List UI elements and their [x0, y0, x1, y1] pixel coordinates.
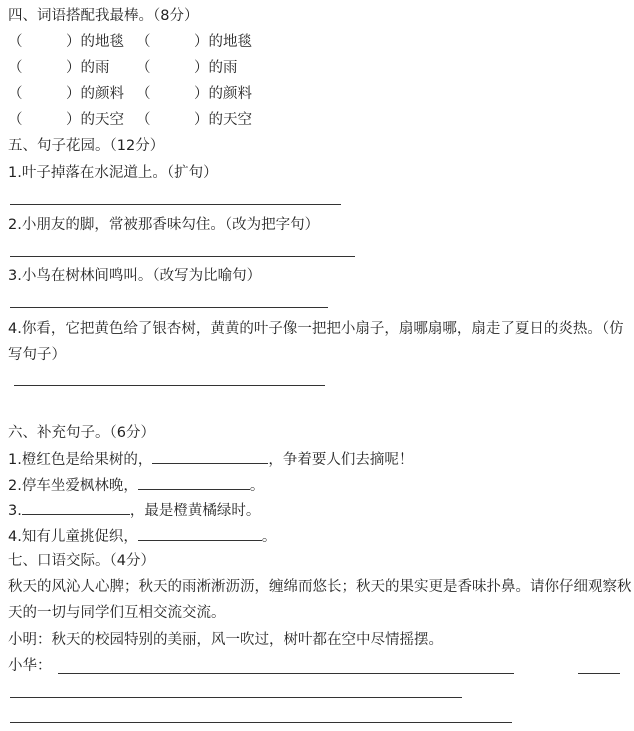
fill-blank	[152, 449, 268, 464]
section4-row-3-b: （ ）的颜料	[136, 86, 252, 102]
section6-q3-post: ，最是橙黄橘绿时。	[129, 503, 261, 519]
section4-row-3-a: （ ）的颜料	[8, 86, 124, 102]
section6-title: 六、补充句子。（6分）	[8, 425, 155, 441]
section4-row-1-a: （ ）的地毯	[8, 34, 124, 50]
section7-xiaoming: 小明：秋天的校园特别的美丽，风一吹过，树叶都在空中尽情摇摆。	[8, 632, 443, 648]
section5-q4-line2: 写句子）	[8, 347, 66, 363]
section4-row-4-a: （ ）的天空	[8, 112, 124, 128]
section5-q4-line1: 4.你看，它把黄色给了银杏树，黄黄的叶子像一把把小扇子，扇哪扇哪，扇走了夏日的炎热。（仿	[8, 321, 624, 337]
section6-q3	[8, 500, 260, 521]
section7-title: 七、口语交际。（4分）	[8, 553, 155, 569]
section6-q1-post: ，争着要人们去摘呢！	[268, 452, 414, 468]
section7-xiaohua: 小华：	[8, 658, 52, 674]
section5-q1: 1.叶子掉落在水泥道上。（扩句）	[8, 165, 218, 181]
answer-line	[10, 307, 328, 308]
section6-q2	[8, 475, 264, 496]
answer-line	[10, 204, 341, 205]
section4-row-1-b: （ ）的地毯	[136, 34, 252, 50]
section6-q4-post: 。	[261, 529, 277, 545]
section5-q3: 3.小鸟在树林间鸣叫。（改写为比喻句）	[8, 268, 262, 284]
section7-para-line2: 天的一切与同学们互相交流交流。	[8, 605, 226, 621]
section5-title: 五、句子花园。（12分）	[8, 138, 165, 154]
answer-line	[10, 256, 355, 257]
answer-line	[58, 673, 514, 674]
section4-row-2-b: （ ）的雨	[136, 60, 238, 76]
section6-q4	[8, 526, 276, 547]
fill-blank	[138, 526, 262, 541]
section4-row-4-b: （ ）的天空	[136, 112, 252, 128]
section6-q1	[8, 449, 413, 470]
answer-line	[10, 722, 512, 723]
answer-line	[14, 385, 325, 386]
section7-para-line1: 秋天的风沁人心脾；秋天的雨淅淅沥沥，缠绵而悠长；秋天的果实更是香味扑鼻。请你仔细观察秋	[8, 579, 632, 595]
section6-q2-post: 。	[249, 478, 265, 494]
section5-q2: 2.小朋友的脚，常被那香味勾住。（改为把字句）	[8, 217, 320, 233]
section4-title: 四、词语搭配我最棒。（8分）	[8, 8, 199, 24]
section6-q3-pre: 3.	[8, 503, 22, 519]
fill-blank	[138, 475, 250, 490]
section4-row-2-a: （ ）的雨	[8, 60, 110, 76]
answer-line	[10, 697, 462, 698]
section6-q2-pre: 2.停车坐爱枫林晚，	[8, 478, 138, 494]
section6-q4-pre: 4.知有儿童挑促织，	[8, 529, 138, 545]
answer-line	[578, 673, 620, 674]
section6-q1-pre: 1.橙红色是给果树的，	[8, 452, 153, 468]
fill-blank	[22, 500, 130, 515]
